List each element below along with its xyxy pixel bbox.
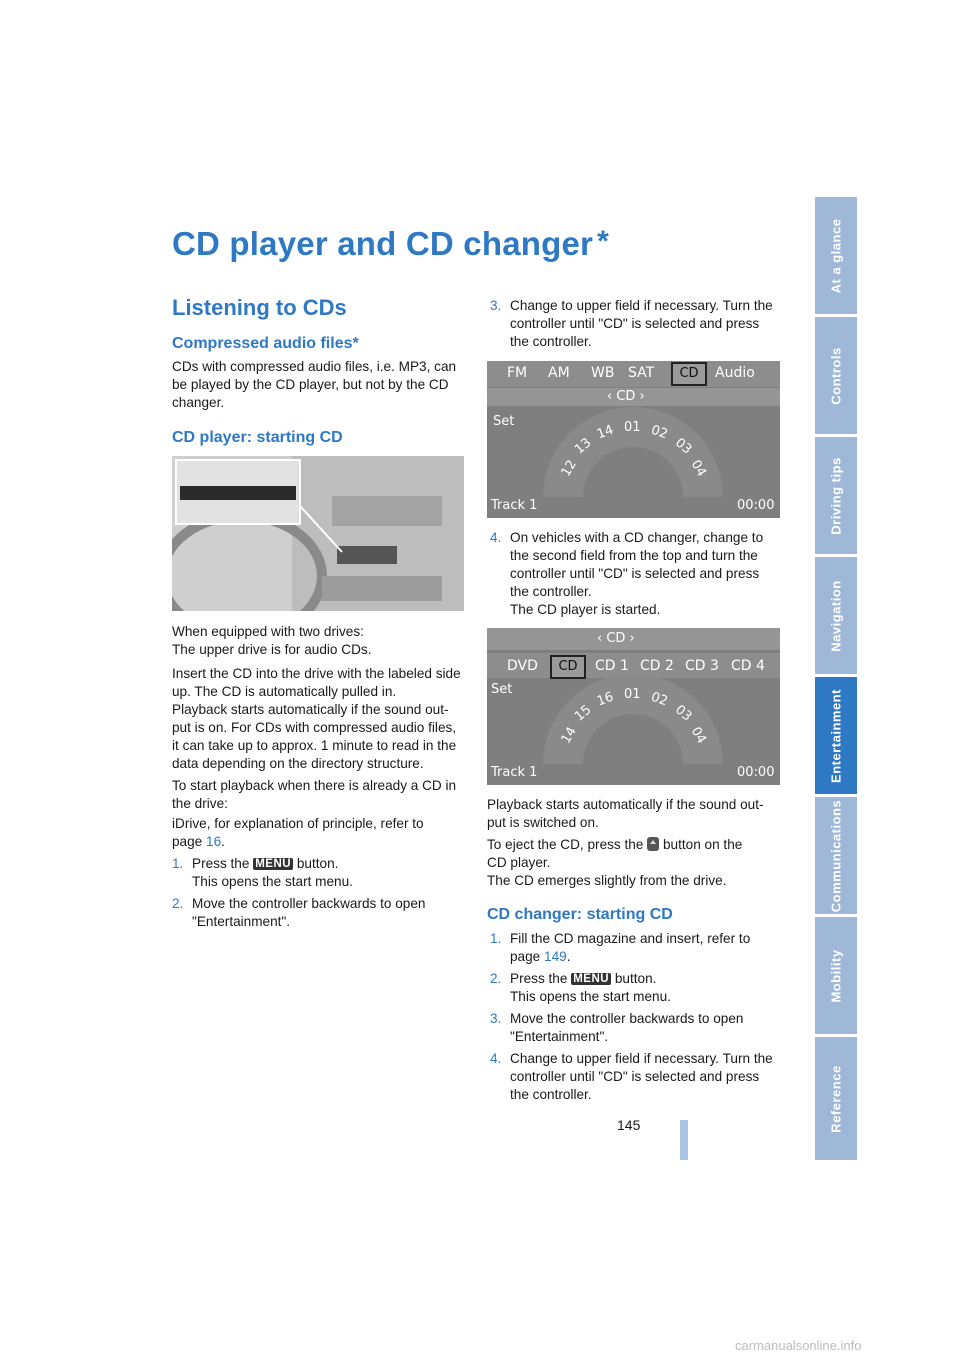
- changer-step-3: 3. Move the controller backwards to open "Entertainment".: [490, 1011, 744, 1044]
- section-heading: Listening to CDs: [172, 295, 347, 320]
- menu-button-icon: MENU: [255, 858, 292, 870]
- dashboard-illustration: [172, 456, 464, 611]
- changer-step-2: 2. Press the MENU button. This opens the start menu.: [490, 971, 671, 1004]
- changer-step-1: 1. Fill the CD magazine and insert, refer to page 149.: [490, 931, 751, 964]
- step-3: 3. Change to upper field if necessary. Turn the controller until "CD" is selected and press the controller.: [490, 298, 773, 349]
- drives-text: When equipped with two drives: The upper drive is for audio CDs.: [172, 624, 372, 657]
- cd-tab-selected: CD: [671, 362, 707, 386]
- sidebar-tab-controls[interactable]: Controls: [815, 317, 857, 434]
- subheading-cdchanger: CD changer: starting CD: [487, 906, 673, 923]
- sidebar-tab-mobility[interactable]: Mobility: [815, 917, 857, 1034]
- sidebar-tab-communications[interactable]: Communications: [815, 797, 857, 914]
- start-text: To start playback when there is already a CD in the drive:: [172, 778, 457, 811]
- dashboard-image: [172, 456, 464, 611]
- eject-text: To eject the CD, press the button on the CD player. The CD emerges slightly from the drive.: [487, 837, 743, 888]
- menu-button-icon-2: MENU: [573, 973, 610, 985]
- cd-tab-selected-2: CD: [550, 655, 586, 679]
- playback-text: Playback starts automatically if the sound out- put is switched on.: [487, 797, 764, 830]
- track-arc-2: [487, 628, 780, 785]
- compressed-text: CDs with compressed audio files, i.e. MP3, can be played by the CD player, but not by the CD changer.: [172, 359, 457, 410]
- idrive-text: iDrive, for explanation of principle, refer to page 16.: [172, 816, 424, 849]
- sidebar-tab-driving-tips[interactable]: Driving tips: [815, 437, 857, 554]
- sidebar-tab-reference[interactable]: Reference: [815, 1037, 857, 1160]
- sidebar-tab-entertainment[interactable]: Entertainment: [815, 677, 857, 794]
- idrive-screen-cd: FM AM WB SAT CD Audio ‹ CD › Set 12 13 14 01 02 03 04 Track 1 00:00: [487, 361, 780, 518]
- page-title: CD player and CD changer *: [172, 225, 609, 262]
- page-link-16[interactable]: 16: [206, 834, 222, 849]
- chapter-sidebar: [815, 197, 857, 1160]
- page-link-149[interactable]: 149: [544, 949, 567, 964]
- changer-step-4: 4. Change to upper field if necessary. Turn the controller until "CD" is selected and press the controller.: [490, 1051, 773, 1102]
- insert-text: Insert the CD into the drive with the labeled side up. The CD is automatically pulled in. Playback starts automatically if the sound out- put is on. For CDs with compressed audio files, it can take up to approx. 1 minute to read in the data depending on the directory structure.: [172, 666, 461, 771]
- footer-watermark: carmanualsonline.info: [735, 1338, 862, 1353]
- sidebar-tab-at-a-glance[interactable]: At a glance: [815, 197, 857, 314]
- sidebar-tab-navigation[interactable]: Navigation: [815, 557, 857, 674]
- subheading-compressed: Compressed audio files*: [172, 335, 359, 352]
- step-2: 2. Move the controller backwards to open "Entertainment".: [172, 896, 426, 929]
- step-1: 1. Press the MENU button. This opens the start menu.: [172, 856, 353, 889]
- page-number: 145: [617, 1117, 641, 1133]
- subheading-cdplayer: CD player: starting CD: [172, 429, 343, 446]
- track-arc: [487, 361, 780, 518]
- title-asterisk: *: [597, 225, 609, 258]
- step-4: 4. On vehicles with a CD changer, change to the second field from the top and turn the controller until "CD" is selected and press the controller. The CD player is started.: [490, 530, 764, 617]
- eject-icon: [647, 837, 659, 851]
- page-marker: [680, 1120, 688, 1160]
- idrive-screen-cd-changer: ‹ CD › DVD CD CD 1 CD 2 CD 3 CD 4 Set 14 15 16 01 02 03 04 Track 1 00:00: [487, 628, 780, 785]
